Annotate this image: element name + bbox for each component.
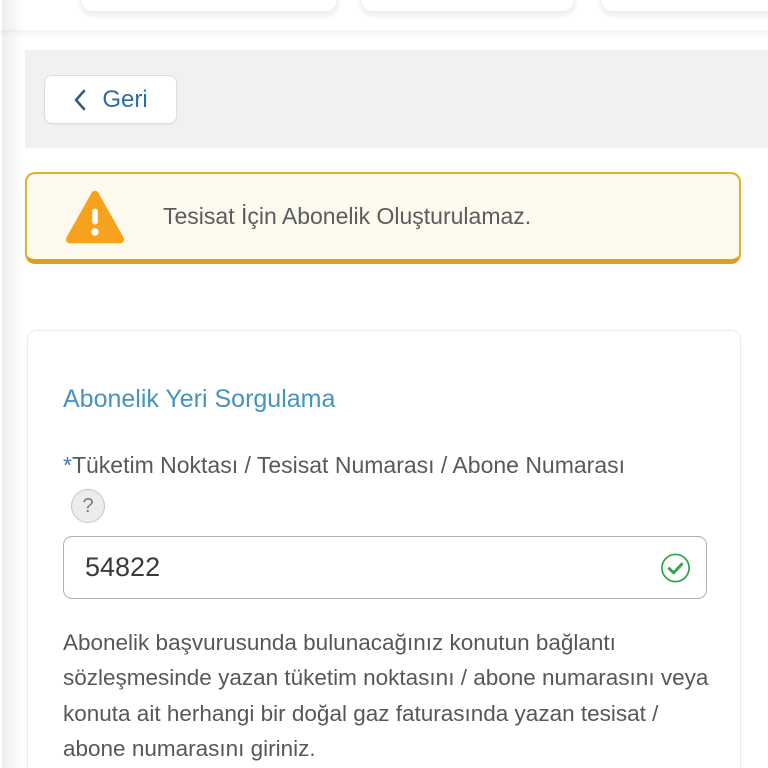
header-divider <box>0 30 768 37</box>
field-label <box>63 452 705 479</box>
subscription-query-card <box>27 330 741 768</box>
back-button[interactable] <box>44 75 177 124</box>
field-description: Abonelik başvurusunda bulunacağınız konutun bağlantı sözleşmesinde yazan tüketim noktasını / abone numarasını veya konuta ait herhangi bir doğal gaz faturasında yazan tesisat / abone numarasını giriniz. <box>63 630 709 761</box>
back-band <box>25 50 768 148</box>
required-mark: * <box>63 452 72 478</box>
back-button-label: Geri <box>102 85 148 113</box>
check-circle-icon <box>660 552 691 583</box>
page-edge-shadow <box>2 0 24 768</box>
partial-card[interactable] <box>600 0 768 12</box>
warning-alert <box>25 172 741 264</box>
partial-card[interactable] <box>80 0 338 12</box>
input-wrapper <box>63 536 707 599</box>
help-question-icon[interactable]: ? <box>71 489 105 523</box>
partial-card[interactable] <box>360 0 575 12</box>
field-label-text: Tüketim Noktası / Tesisat Numarası / Abone Numarası <box>71 452 626 478</box>
card-title: Abonelik Yeri Sorgulama <box>63 385 336 413</box>
warning-triangle-icon <box>65 189 125 245</box>
chevron-left-icon <box>73 89 87 111</box>
alert-message: Tesisat İçin Abonelik Oluşturulamaz. <box>163 203 532 229</box>
consumption-point-input[interactable] <box>63 536 707 599</box>
